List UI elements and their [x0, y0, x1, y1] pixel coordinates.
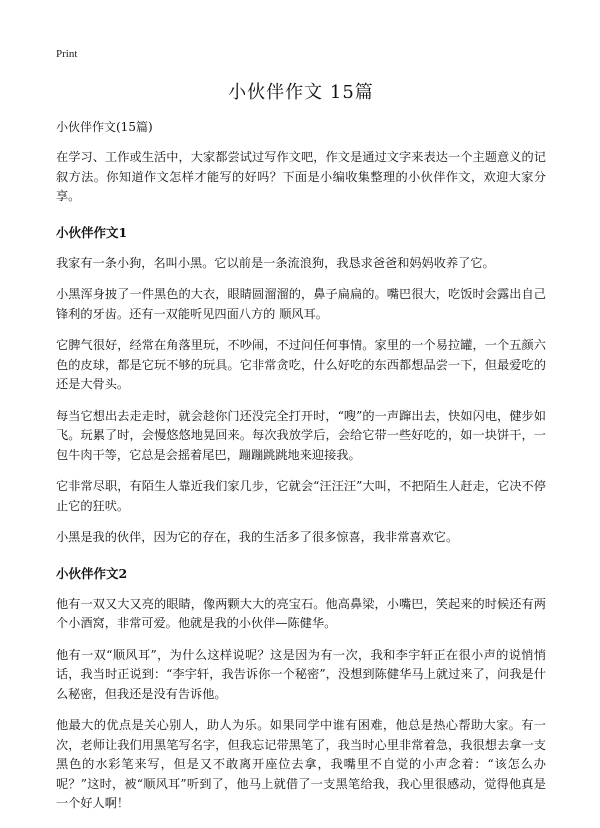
paragraph: 他最大的优点是关心别人，助人为乐。如果同学中谁有困难，他总是热心帮助大家。有一次，老师让我们用黑笔写名字，但我忘记带黑笔了，我当时心里非常着急，我很想去拿一支黑色的水彩笔来写，但是又不敢离开座位去拿，我嘴里不自觉的小声念着：“该怎么办呢？”这时，被“顺风耳”听到了，他马上就借了一支黑笔给我，我心里很感动，觉得他真是一个好人啊！ — [56, 718, 546, 810]
page-title: 小伙伴作文 15篇 — [228, 82, 374, 103]
paragraph: 它非常尽职，有陌生人靠近我们家几步，它就会“汪汪汪”大叫，不把陌生人赶走，它决不停止它的狂吠。 — [56, 479, 546, 513]
print-link[interactable]: Print — [56, 48, 78, 60]
paragraph: 他有一双“顺风耳”，为什么这样说呢？这是因为有一次，我和李宇轩正在很小声的说悄悄话，我当时正说到：“李宇轩，我告诉你一个秘密”，没想到陈健华马上就过来了，问我是什么秘密，但我还是没有告诉他。 — [56, 647, 546, 701]
section-heading: 小伙伴作文2 — [56, 565, 128, 581]
paragraph: 它脾气很好，经常在角落里玩，不吵闹，不过问任何事情。家里的一个易拉罐，一个五颜六色的皮球，都是它玩不够的玩具。它非常贪吃，什么好吃的东西都想品尝一下，但最爱吃的还是大骨头。 — [56, 338, 546, 391]
page-subtitle: 小伙伴作文(15篇) — [56, 120, 153, 134]
paragraph: 每当它想出去走走时，就会趁你门还没完全打开时，“嗖”的一声蹿出去，快如闪电，健步如飞。玩累了时，会慢悠悠地晃回来。每次我放学后，会给它带一些好吃的，如一块饼干，一包牛肉干等，它总是会摇着尾巴，蹦蹦跳跳地来迎接我。 — [56, 408, 546, 462]
paragraph: 他有一双又大又亮的眼睛，像两颗大大的亮宝石。他高鼻梁，小嘴巴，笑起来的时候还有两个小酒窝，非常可爱。他就是我的小伙伴—陈健华。 — [56, 596, 546, 630]
paragraph: 小黑浑身披了一件黑色的大衣，眼睛圆溜溜的，鼻子扁扁的。嘴巴很大，吃饭时会露出自己锋利的牙齿。还有一双能听见四面八方的 顺风耳。 — [56, 287, 546, 321]
intro-paragraph: 在学习、工作或生活中，大家都尝试过写作文吧，作文是通过文字来表达一个主题意义的记叙方法。你知道作文怎样才能写的好吗？下面是小编收集整理的小伙伴作文，欢迎大家分享。 — [56, 150, 546, 203]
section-heading: 小伙伴作文1 — [56, 224, 128, 240]
paragraph: 小黑是我的伙伴，因为它的存在，我的生活多了很多惊喜，我非常喜欢它。 — [56, 530, 459, 544]
paragraph: 我家有一条小狗，名叫小黑。它以前是一条流浪狗，我恳求爸爸和妈妈收养了它。 — [56, 255, 495, 270]
